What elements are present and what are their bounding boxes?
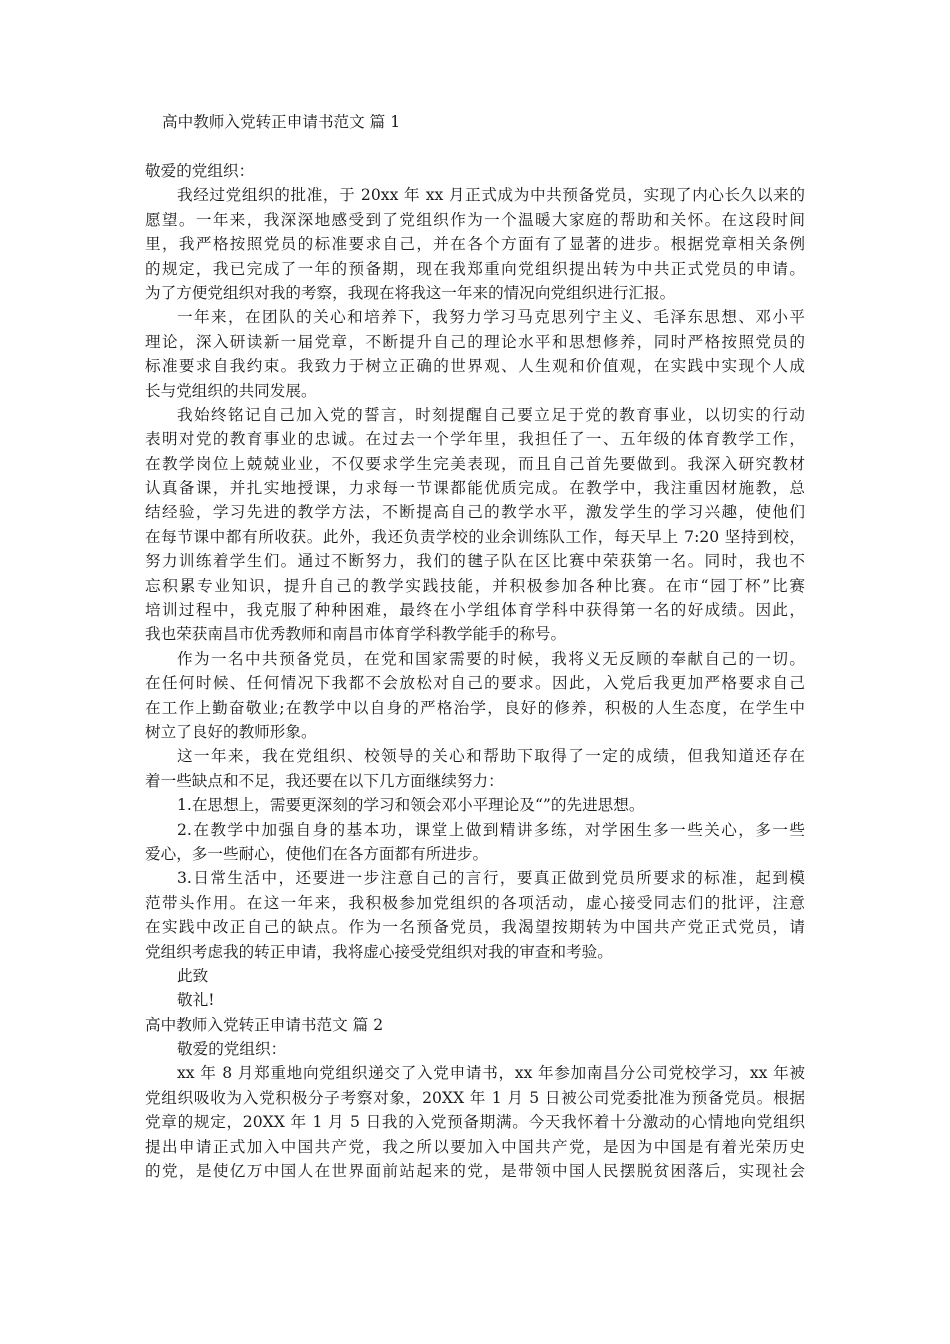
paragraph-line: 在任何时候、任何情况下我都不会放松对自己的要求。因此，入党后我更加严格要求自己 [145,674,805,693]
paragraph-1 [145,183,805,305]
greeting-1: 敬爱的党组织： [145,162,255,180]
closing-regards: 敬礼! [177,991,215,1010]
paragraph-line: 里，我严格按照党员的标准要求自己，并在各个方面有了显著的进步。根据党章相关条例 [145,235,805,254]
paragraph-line: 培训过程中，我克服了种种困难，最终在小学组体育学科中获得第一名的好成绩。因此， [145,601,805,620]
paragraph-line: 在实践中改正自己的缺点。作为一名预备党员，我渴望按期转为中国共产党正式党员，请 [145,918,805,937]
paragraph-line: 爱心，多一些耐心，使他们在各方面都有所进步。 [145,844,489,863]
paragraph-line: 理论，深入研读新一届党章，不断提升自己的理论水平和思想修养，同时严格按照党员的 [145,332,805,351]
list-item-3 [145,866,805,964]
paragraph-line: 树立了良好的教师形象。 [145,722,317,741]
paragraph-2 [145,305,805,403]
paragraph-line: xx 年 8 月郑重地向党组织递交了入党申请书，xx 年参加南昌分公司党校学习，xx 年被 [177,1064,805,1083]
paragraph-line: 标准要求自我约束。我致力于树立正确的世界观、人生观和价值观，在实践中实现个人成 [145,357,805,376]
list-item-2 [145,818,805,867]
paragraph-line: 的规定，我已完成了一年的预备期，现在我郑重向党组织提出转为中共正式党员的申请。 [145,259,805,278]
paragraph-line: 为了方便党组织对我的考察，我现在将我这一年来的情况向党组织进行汇报。 [145,283,676,302]
paragraph-line: 认真备课，并扎实地授课，力求每一节课都能优质完成。在教学中，我注重因材施教，总 [145,479,805,498]
paragraph-line: 的党，是使亿万中国人在世界面前站起来的党，是带领中国人民摆脱贫困落后，实现社会 [145,1162,805,1181]
document-title-2: 高中教师入党转正申请书范文 篇 2 [145,1015,384,1034]
greeting-2: 敬爱的党组织： [177,1040,287,1059]
paragraph-line: 党组织吸收为入党积极分子考察对象，20XX 年 1 月 5 日被公司党委批准为预备党员。根据 [145,1088,805,1107]
paragraph-line: 在教学岗位上兢兢业业，不仅要求学生完美表现，而且自己首先要做到。我深入研究教材 [145,454,805,473]
paragraph-line: 结经验，学习先进的教学方法，不断提高自己的教学水平，激发学生的学习兴趣，使他们 [145,503,805,522]
paragraph-line: 努力训练着学生们。通过不断努力，我们的毽子队在区比赛中荣获第一名。同时，我也不 [145,552,805,571]
paragraph-line: 在每节课中都有所收获。此外，我还负责学校的业余训练队工作，每天早上 7:20 坚持到校， [145,527,805,546]
paragraph-line: 着一些缺点和不足，我还要在以下几方面继续努力： [145,771,504,790]
paragraph-line: 范带头作用。在这一年来，我积极参加党组织的各项活动，虚心接受同志们的批评，注意 [145,893,805,912]
paragraph-line: 党组织考虑我的转正申请，我将虚心接受党组织对我的审查和考验。 [145,942,613,961]
paragraph-line: 这一年来，我在党组织、校领导的关心和帮助下取得了一定的成绩，但我知道还存在 [177,747,805,766]
paragraph-line: 长与党组织的共同发展。 [145,381,317,400]
paragraph-line: 提出申请正式加入中国共产党，我之所以要加入中国共产党，是因为中国是有着光荣历史 [145,1137,805,1156]
paragraph-6 [145,1061,805,1183]
closing-salutation: 此致 [177,966,209,985]
paragraph-5 [145,744,805,793]
paragraph-line: 表明对党的教育事业的忠诚。在过去一个学年里，我担任了一、五年级的体育教学工作， [145,430,805,449]
paragraph-line: 我经过党组织的批准，于 20xx 年 xx 月正式成为中共预备党员，实现了内心长久以来的 [177,186,805,205]
paragraph-line: 我也荣获南昌市优秀教师和南昌市体育学科教学能手的称号。 [145,625,567,644]
list-item-1 [145,793,805,817]
paragraph-line: 忘积累专业知识，提升自己的教学实践技能，并积极参加各种比赛。在市“园丁杯”比赛 [145,576,805,595]
document-title-1: 高中教师入党转正申请书范文 篇 1 [162,113,401,131]
paragraph-line: 2.在教学中加强自身的基本功，课堂上做到精讲多练，对学困生多一些关心，多一些 [177,820,805,839]
paragraph-4 [145,647,805,745]
paragraph-line: 我始终铭记自己加入党的誓言，时刻提醒自己要立足于党的教育事业，以切实的行动 [177,405,805,424]
paragraph-line: 一年来，在团队的关心和培养下，我努力学习马克思列宁主义、毛泽东思想、邓小平 [177,308,805,327]
paragraph-line: 党章的规定，20XX 年 1 月 5 日我的入党预备期满。今天我怀着十分激动的心情地向党组织 [145,1113,805,1132]
paragraph-line: 在工作上勤奋敬业;在教学中以自身的严格治学，良好的修养，积极的人生态度，在学生中 [145,698,805,717]
paragraph-line: 作为一名中共预备党员，在党和国家需要的时候，我将义无反顾的奉献自己的一切。 [177,649,805,668]
paragraph-line: 3.日常生活中，还要进一步注意自己的言行，要真正做到党员所要求的标准，起到模 [177,869,805,888]
document-page [145,110,805,1183]
paragraph-line: 愿望。一年来，我深深地感受到了党组织作为一个温暖大家庭的帮助和关怀。在这段时间 [145,210,805,229]
paragraph-line: 1.在思想上，需要更深刻的学习和领会邓小平理论及“”的先进思想。 [177,796,645,815]
paragraph-3 [145,403,805,647]
